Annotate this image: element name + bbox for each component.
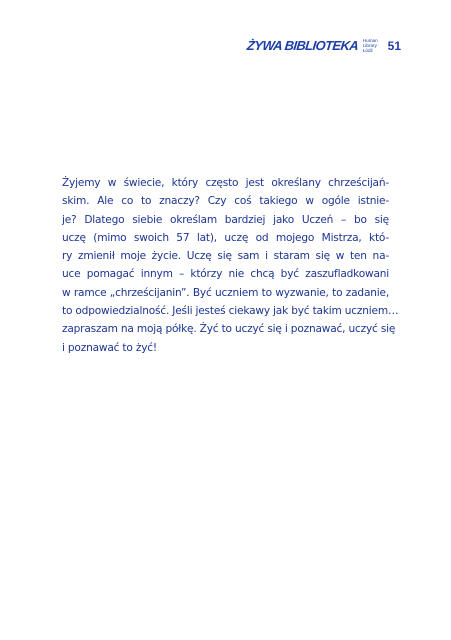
text-line: je? Dlatego siebie określam bardziej jako Uczeń – bo się: [62, 213, 389, 226]
text-line: i poznawać to żyć!: [62, 341, 157, 354]
logo-wordmark: ŻYWA BIBLIOTEKA: [245, 38, 359, 53]
text-line: to odpowiedzialność. Jeśli jesteś ciekawy jak być takim uczniem…: [62, 305, 399, 318]
logo-subtitle: [363, 38, 378, 53]
text-line: uczę (mimo swoich 57 lat), uczę od mojego Mistrza, któ-: [62, 231, 389, 244]
text-line: skim. Ale co to znaczy? Czy coś takiego w ogóle istnie-: [62, 195, 389, 208]
text-line: Żyjemy w świecie, który często jest określany chrześcijań-: [62, 177, 389, 189]
text-line: uce pomagać innym – którzy nie chcą być zaszufladkowani: [62, 268, 389, 281]
logo-subtitle-line-2: Library: [362, 43, 377, 48]
page-header: [247, 38, 401, 53]
text-line: ry zmienił moje życie. Uczę się sam i staram się w ten na-: [62, 250, 389, 263]
logo-subtitle-line-1: Human: [362, 38, 378, 43]
page-number: 51: [387, 38, 401, 53]
text-line: w ramce „chrześcijanin”. Być uczniem to wyzwanie, to zadanie,: [62, 286, 389, 299]
body-paragraph: [62, 174, 399, 357]
zywa-biblioteka-logo: [247, 38, 378, 53]
text-line: zapraszam na moją półkę. Żyć to uczyć się i poznawać, uczyć się: [62, 323, 396, 336]
logo-subtitle-line-3: Łódź: [362, 48, 373, 53]
